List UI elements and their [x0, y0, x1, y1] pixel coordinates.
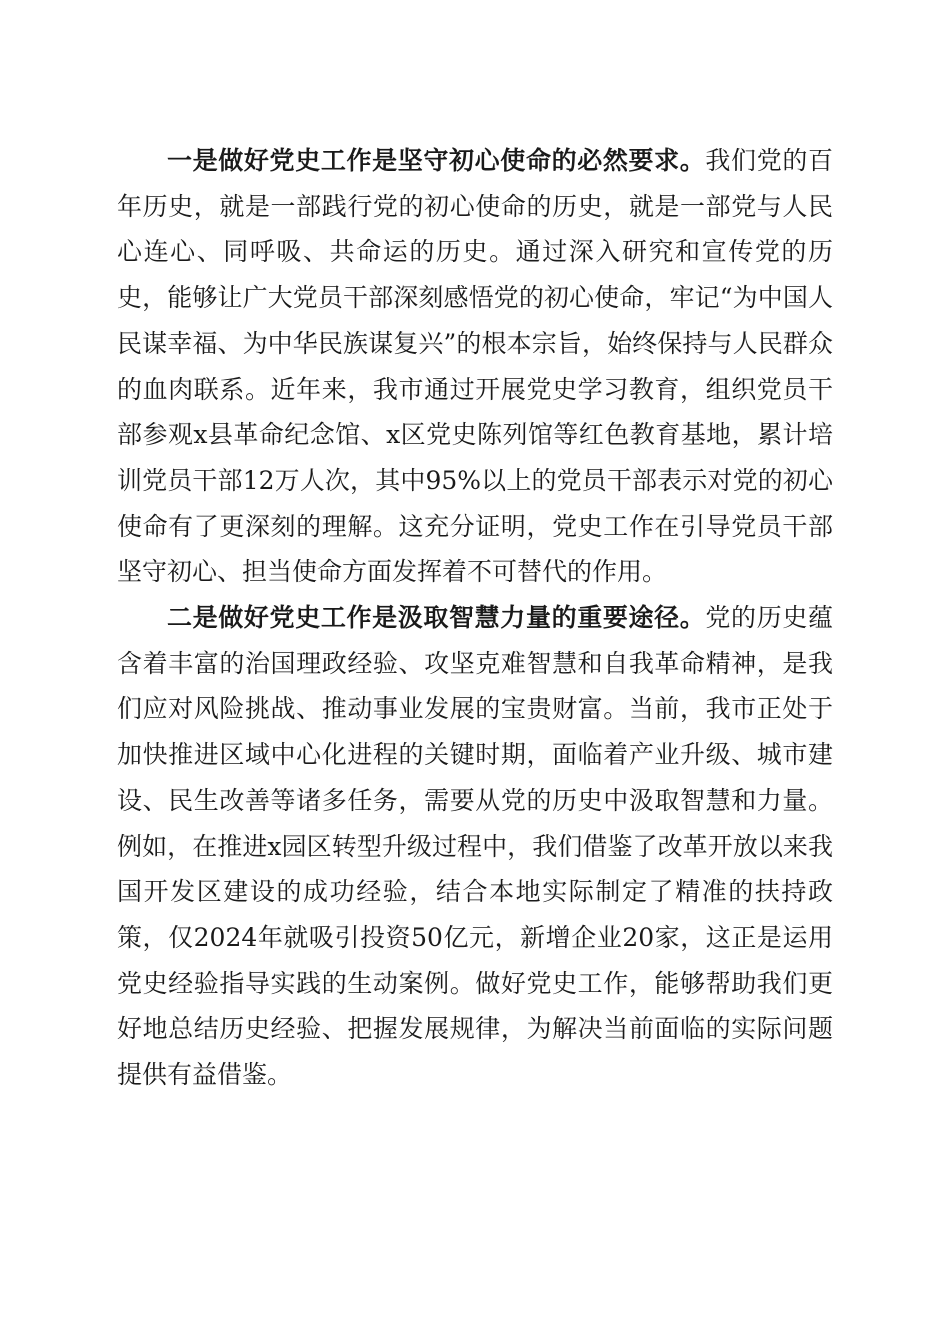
paragraph-2-lead: 二是做好党史工作是汲取智慧力量的重要途径。: [167, 603, 706, 633]
paragraph-1: [117, 138, 833, 595]
paragraph-2-text: 党的历史蕴含着丰富的治国理政经验、攻坚克难智慧和自我革命精神，是我们应对风险挑战、推动事业发展的宝贵财富。当前，我市正处于加快推进区域中心化进程的关键时期，面临着产业升级、城市建设、民生改善等诸多任务，需要从党的历史中汲取智慧和力量。例如，在推进x园区转型升级过程中，我们借鉴了改革开放以来我国开发区建设的成功经验，结合本地实际制定了精准的扶持政策，仅2024年就吸引投资50亿元，新增企业20家，这正是运用党史经验指导实践的生动案例。做好党史工作，能够帮助我们更好地总结历史经验、把握发展规律，为解决当前面临的实际问题提供有益借鉴。: [117, 603, 833, 1090]
paragraph-2: [117, 595, 833, 1098]
document-body: [117, 138, 833, 1098]
paragraph-1-text: 我们党的百年历史，就是一部践行党的初心使命的历史，就是一部党与人民心连心、同呼吸、共命运的历史。通过深入研究和宣传党的历史，能够让广大党员干部深刻感悟党的初心使命，牢记“为中国人民谋幸福、为中华民族谋复兴”的根本宗旨，始终保持与人民群众的血肉联系。近年来，我市通过开展党史学习教育，组织党员干部参观x县革命纪念馆、x区党史陈列馆等红色教育基地，累计培训党员干部12万人次，其中95%以上的党员干部表示对党的初心使命有了更深刻的理解。这充分证明，党史工作在引导党员干部坚守初心、担当使命方面发挥着不可替代的作用。: [117, 146, 833, 587]
paragraph-1-lead: 一是做好党史工作是坚守初心使命的必然要求。: [167, 146, 706, 175]
